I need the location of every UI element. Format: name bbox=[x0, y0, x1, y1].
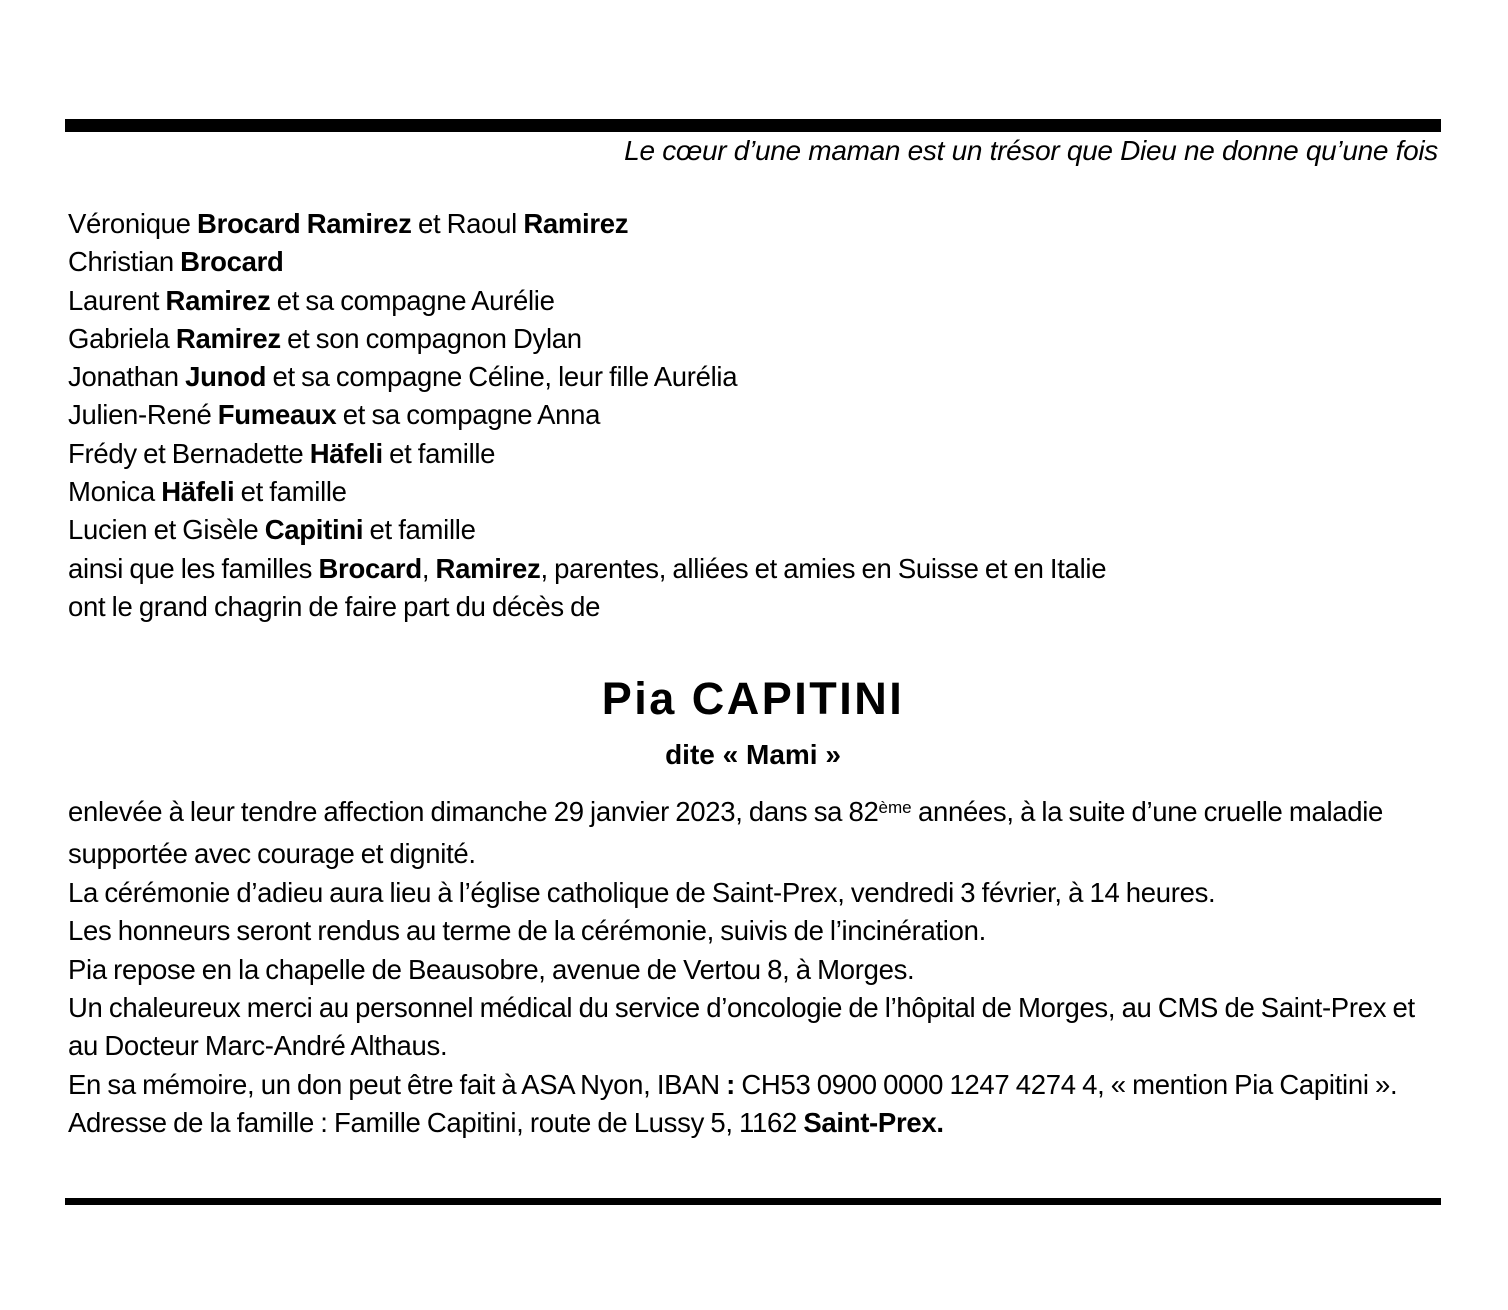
bold-text-run: Saint-Prex. bbox=[803, 1107, 944, 1139]
text-run: Julien-René bbox=[68, 399, 218, 431]
text-run: Un chaleureux merci au personnel médical du service d’oncologie de l’hôpital de Morges, au CMS de Saint-Prex et au Docteur Marc-André Althaus. bbox=[68, 992, 1415, 1062]
text-run: Laurent bbox=[68, 284, 166, 316]
family-line bbox=[68, 588, 1441, 626]
bold-text-run: Ramirez bbox=[435, 552, 541, 584]
family-line bbox=[68, 205, 1441, 243]
text-run: Christian bbox=[68, 246, 181, 278]
bold-text-run: Häfeli bbox=[161, 476, 235, 508]
text-run: Lucien et Gisèle bbox=[68, 514, 265, 546]
text-run: En sa mémoire, un don peut être fait à ASA Nyon, IBAN bbox=[68, 1068, 727, 1100]
text-run: , bbox=[421, 552, 436, 584]
text-run: et sa compagne Céline, leur fille Aurélia bbox=[266, 361, 738, 393]
family-line bbox=[68, 320, 1441, 358]
family-line bbox=[68, 358, 1441, 396]
body-paragraph bbox=[68, 989, 1441, 1066]
bottom-rule bbox=[65, 1198, 1441, 1205]
text-run: Frédy et Bernadette bbox=[68, 437, 310, 469]
bold-text-run: Brocard Ramirez bbox=[197, 208, 412, 239]
text-run: et famille bbox=[234, 476, 347, 508]
bold-text-run: Ramirez bbox=[165, 284, 271, 316]
family-list bbox=[68, 205, 1441, 626]
text-run: Les honneurs seront rendus au terme de la cérémonie, suivis de l’incinération. bbox=[68, 915, 986, 947]
text-run: Adresse de la famille : Famille Capitini, route de Lussy 5, 1162 bbox=[68, 1107, 804, 1139]
body-paragraph bbox=[68, 1066, 1441, 1104]
family-line bbox=[68, 396, 1441, 434]
bold-text-run: Ramirez bbox=[523, 208, 629, 239]
text-run: , parentes, alliées et amies en Suisse et en Italie bbox=[540, 552, 1107, 584]
family-line bbox=[68, 435, 1441, 473]
text-run: et famille bbox=[363, 514, 476, 546]
family-line bbox=[68, 473, 1441, 511]
bold-text-run: Brocard bbox=[180, 246, 284, 278]
body-paragraph bbox=[68, 1104, 1441, 1142]
bold-text-run: Brocard bbox=[318, 552, 422, 584]
text-run: et sa compagne Anna bbox=[336, 399, 601, 431]
notice-body bbox=[68, 793, 1441, 1143]
bold-text-run: : bbox=[726, 1068, 736, 1100]
text-run: La cérémonie d’adieu aura lieu à l’église catholique de Saint-Prex, vendredi 3 février, à 14 heures. bbox=[68, 876, 1216, 908]
text-run: Monica bbox=[68, 476, 162, 508]
text-run: ont le grand chagrin de faire part du décès de bbox=[68, 590, 601, 622]
superscript-run: ème bbox=[878, 798, 912, 818]
bold-text-run: Ramirez bbox=[175, 322, 281, 354]
text-run: Véronique bbox=[68, 208, 198, 239]
body-paragraph bbox=[68, 951, 1441, 989]
bold-text-run: Fumeaux bbox=[217, 399, 337, 431]
body-paragraph bbox=[68, 793, 1441, 874]
family-line bbox=[68, 511, 1441, 549]
text-run: CH53 0900 0000 1247 4274 4, « mention Pia Capitini ». bbox=[735, 1068, 1398, 1100]
family-line bbox=[68, 243, 1441, 281]
text-run: ainsi que les familles bbox=[68, 552, 319, 584]
family-line bbox=[68, 550, 1441, 588]
text-run: enlevée à leur tendre affection dimanche 29 janvier 2023, dans sa 82 bbox=[68, 796, 879, 827]
text-run: Pia repose en la chapelle de Beausobre, avenue de Vertou 8, à Morges. bbox=[68, 953, 915, 985]
epigraph: Le cœur d’une maman est un trésor que Dieu ne donne qu’une fois bbox=[624, 135, 1438, 166]
text-run: et sa compagne Aurélie bbox=[270, 284, 555, 316]
text-run: et famille bbox=[382, 437, 496, 469]
text-run: et son compagnon Dylan bbox=[280, 322, 582, 354]
text-run: années, à la suite d’une cruelle maladie supportée avec courage et dignité. bbox=[68, 796, 1384, 870]
text-run: et Raoul bbox=[411, 208, 524, 239]
body-paragraph bbox=[68, 874, 1441, 912]
bold-text-run: Junod bbox=[185, 361, 267, 393]
bold-text-run: Häfeli bbox=[309, 437, 383, 469]
bold-text-run: Capitini bbox=[264, 514, 364, 546]
deceased-name: Pia CAPITINI bbox=[601, 673, 905, 724]
text-run: Jonathan bbox=[68, 361, 186, 393]
deceased-nickname: dite « Mami » bbox=[665, 739, 841, 770]
family-line bbox=[68, 282, 1441, 320]
text-run: Gabriela bbox=[68, 322, 176, 354]
body-paragraph bbox=[68, 912, 1441, 950]
